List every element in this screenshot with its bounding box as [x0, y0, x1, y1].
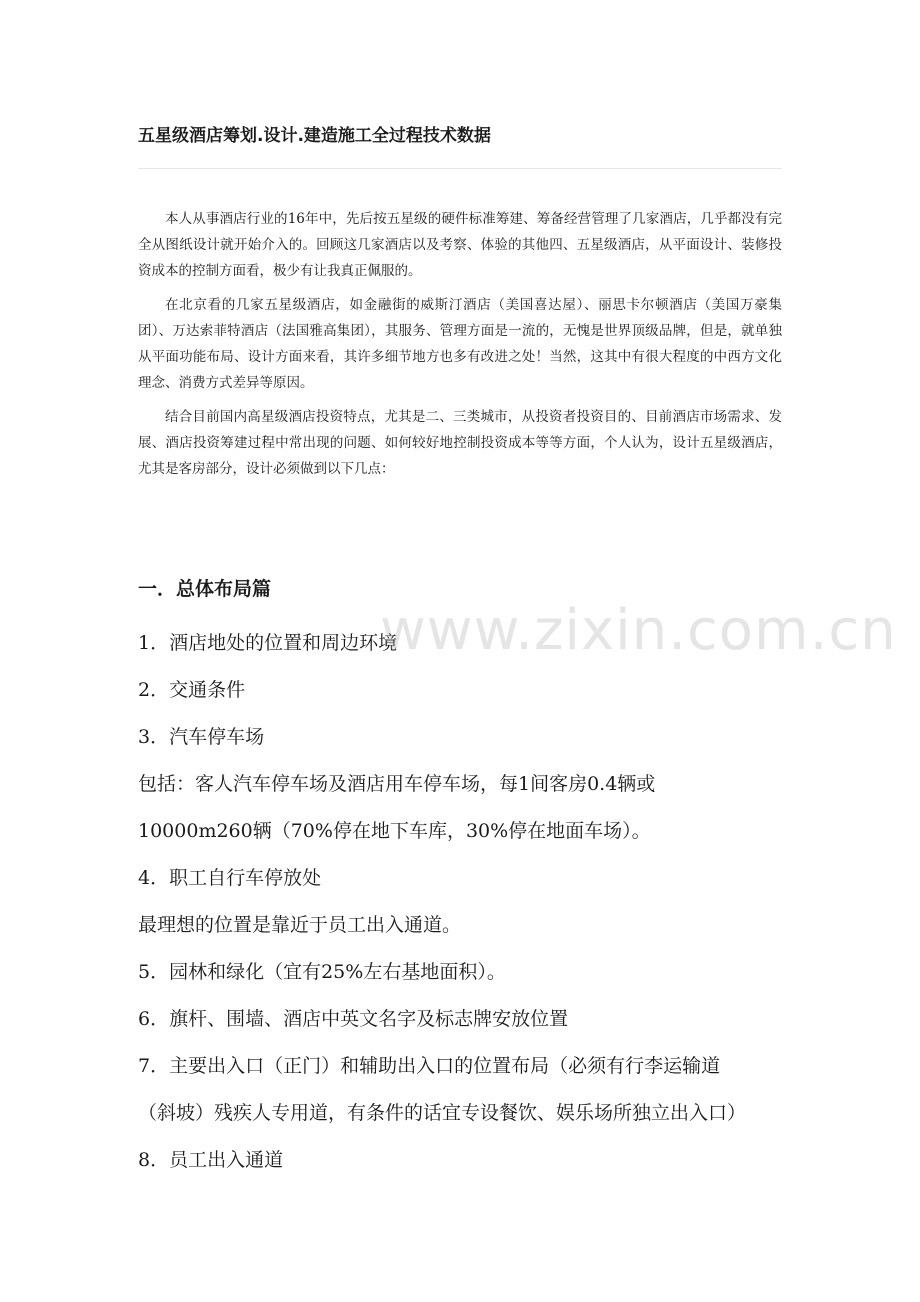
list-item: 3．汽车停车场 [138, 726, 265, 748]
intro-section [138, 206, 782, 490]
section-heading: 一．总体布局篇 [138, 578, 272, 600]
list-item: 4．职工自行车停放处 [138, 867, 322, 889]
list-item: 10000m260辆（70%停在地下车库，30%停在地面车场）。 [138, 820, 651, 842]
list-item: 7．主要出入口（正门）和辅助出入口的位置布局（必须有行李运输道 [138, 1055, 721, 1077]
list-item: （斜坡）残疾人专用道，有条件的话宜专设餐饮、娱乐场所独立出入口） [138, 1102, 747, 1124]
list-item: 2．交通条件 [138, 679, 246, 701]
list-item: 8．员工出入通道 [138, 1149, 284, 1171]
document-title: 五星级酒店筹划.设计.建造施工全过程技术数据 [138, 126, 491, 146]
list-item: 1．酒店地处的位置和周边环境 [138, 632, 398, 654]
layout-items-list [138, 620, 782, 1184]
title-divider [138, 168, 782, 169]
intro-paragraph: 本人从事酒店行业的16年中，先后按五星级的硬件标准筹建、筹备经营管理了几家酒店，几乎都没有完全从图纸设计就开始介入的。回顾这几家酒店以及考察、体验的其他四、五星级酒店，从平面设计、装修投资成本的控制方面看，极少有让我真正佩服的。 [138, 211, 782, 279]
intro-paragraph: 在北京看的几家五星级酒店，如金融街的威斯汀酒店（美国喜达屋）、丽思卡尔顿酒店（美国万豪集团）、万达索菲特酒店（法国雅高集团），其服务、管理方面是一流的，无愧是世界顶级品牌，但是，就单独从平面功能布局、设计方面来看，其许多细节地方也多有改进之处！当然，这其中有很大程度的中西方文化理念、消费方式差异等原因。 [138, 297, 782, 391]
intro-paragraph: 结合目前国内高星级酒店投资特点，尤其是二、三类城市，从投资者投资目的、目前酒店市场需求、发展、酒店投资筹建过程中常出现的问题、如何较好地控制投资成本等等方面，个人认为，设计五星级酒店，尤其是客房部分，设计必须做到以下几点： [138, 409, 782, 477]
list-item: 5．园林和绿化（宜有25%左右基地面积）。 [138, 961, 506, 983]
list-item: 6．旗杆、围墙、酒店中英文名字及标志牌安放位置 [138, 1008, 569, 1030]
list-item: 最理想的位置是靠近于员工出入通道。 [138, 914, 462, 936]
list-item: 包括：客人汽车停车场及酒店用车停车场，每1间客房0.4辆或 [138, 773, 656, 795]
watermark: www.zixin.com.cn [380, 598, 897, 663]
